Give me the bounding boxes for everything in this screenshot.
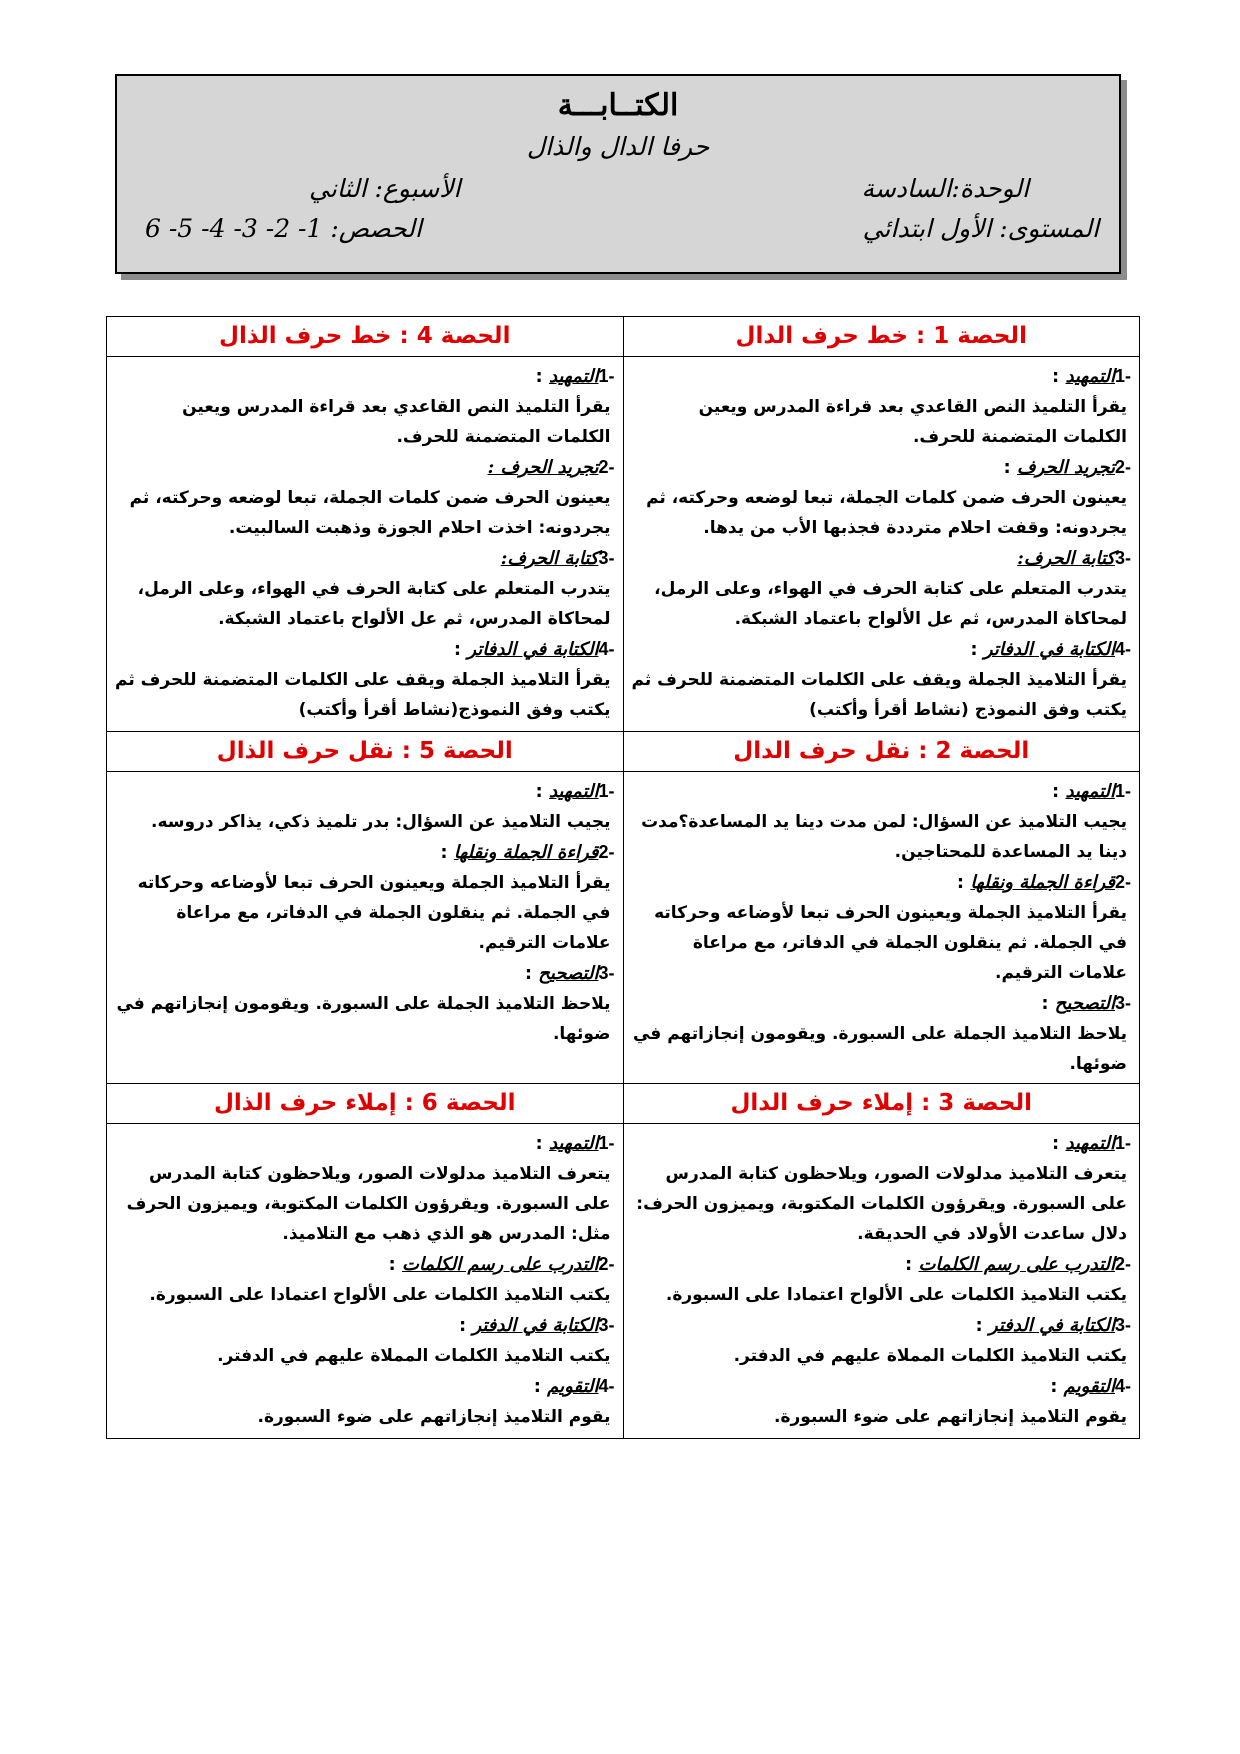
step-label: التصحيح bbox=[538, 963, 599, 984]
step-label: قراءة الجملة ونقلها bbox=[970, 872, 1115, 893]
step-text: يقرأ التلميذ النص القاعدي بعد قراءة المدرس ويعين الكلمات المتضمنة للحرف. bbox=[182, 397, 611, 447]
step-text: يعينون الحرف ضمن كلمات الجملة، تبعا لوضعه وحركته، ثم يجردونه: وقفت احلام مترددة فجذبها الأب من يدها. bbox=[646, 488, 1127, 538]
step-label: الكتابة في الدفتر bbox=[472, 1315, 599, 1336]
step-label: الكتابة في الدفتر bbox=[988, 1315, 1115, 1336]
session-2-body bbox=[623, 772, 1140, 1084]
lesson-step bbox=[115, 543, 615, 634]
step-number: -3 bbox=[598, 963, 615, 983]
step-text: يكتب التلاميذ الكلمات المملاة عليهم في الدفتر. bbox=[733, 1346, 1127, 1366]
step-number: -3 bbox=[598, 548, 615, 568]
step-colon: : bbox=[535, 781, 549, 802]
step-title bbox=[115, 543, 615, 574]
step-label: التمهيد bbox=[1065, 781, 1115, 802]
step-title bbox=[632, 988, 1132, 1019]
step-number: -4 bbox=[1114, 639, 1131, 659]
step-number: -1 bbox=[598, 1133, 615, 1153]
step-title bbox=[115, 1371, 615, 1402]
sessions-label bbox=[145, 214, 422, 243]
step-number: -3 bbox=[1114, 1315, 1131, 1335]
step-number: -2 bbox=[1114, 1254, 1131, 1274]
session-3-title: الحصة 3 : إملاء حرف الدال bbox=[623, 1084, 1140, 1124]
step-title bbox=[632, 634, 1132, 665]
session-6-body bbox=[107, 1124, 624, 1439]
session-4-title: الحصة 4 : خط حرف الذال bbox=[107, 317, 624, 357]
session-1-body bbox=[623, 357, 1140, 732]
step-colon: : bbox=[453, 639, 468, 660]
step-colon: : bbox=[1052, 781, 1066, 802]
step-title bbox=[632, 1371, 1132, 1402]
lesson-step bbox=[115, 1310, 615, 1371]
session-6-title: الحصة 6 : إملاء حرف الذال bbox=[107, 1084, 624, 1124]
lesson-step bbox=[115, 837, 615, 958]
lesson-step bbox=[632, 1249, 1132, 1310]
step-text: يقرأ التلاميذ الجملة ويعينون الحرف تبعا لأوضاعه وحركاته في الجملة. ثم ينقلون الجملة في الدفاتر، مع مراعاة علامات الترقيم. bbox=[137, 873, 611, 953]
session-5-body bbox=[107, 772, 624, 1084]
step-label: التصحيح bbox=[1054, 993, 1115, 1014]
step-number: -3 bbox=[1114, 548, 1131, 568]
step-colon: : bbox=[535, 366, 549, 387]
step-label: التمهيد bbox=[548, 1133, 599, 1154]
step-number: -2 bbox=[1114, 457, 1131, 477]
week-label: الأسبوع: الثاني bbox=[309, 174, 461, 203]
step-number: -4 bbox=[598, 1376, 615, 1396]
step-label: قراءة الجملة ونقلها bbox=[453, 842, 599, 863]
step-title bbox=[115, 452, 615, 483]
step-number: -3 bbox=[598, 1315, 615, 1335]
step-title bbox=[115, 1249, 615, 1280]
step-text: يقرأ التلاميذ الجملة ويعينون الحرف تبعا لأوضاعه وحركاته في الجملة. ثم ينقلون الجملة في الدفاتر، مع مراعاة علامات الترقيم. bbox=[654, 903, 1127, 983]
lesson-step bbox=[632, 1128, 1132, 1249]
step-text: يجيب التلاميذ عن السؤال: بدر تلميذ ذكي، يذاكر دروسه. bbox=[150, 812, 611, 832]
step-number: -4 bbox=[1114, 1376, 1131, 1396]
step-colon: : bbox=[956, 872, 971, 893]
step-title bbox=[115, 1128, 615, 1159]
step-title bbox=[632, 776, 1132, 807]
sessions-label-text: الحصص: bbox=[330, 214, 422, 243]
step-number: -1 bbox=[1114, 781, 1131, 801]
step-label: التمهيد bbox=[1065, 1133, 1115, 1154]
session-1-title: الحصة 1 : خط حرف الدال bbox=[623, 317, 1140, 357]
step-text: يقرأ التلاميذ الجملة ويقف على الكلمات المتضمنة للحرف ثم يكتب وفق النموذج (نشاط أقرأ وأكتب) bbox=[631, 670, 1127, 720]
step-title bbox=[115, 634, 615, 665]
step-label: الكتابة في الدفاتر bbox=[467, 639, 599, 660]
step-colon: : bbox=[524, 963, 539, 984]
session-5-title: الحصة 5 : نقل حرف الذال bbox=[107, 732, 624, 772]
step-colon: : bbox=[1003, 457, 1017, 478]
step-label: التدرب على رسم الكلمات bbox=[918, 1254, 1115, 1275]
step-title bbox=[632, 1128, 1132, 1159]
session-3-body bbox=[623, 1124, 1140, 1439]
step-number: -1 bbox=[1114, 366, 1131, 386]
step-colon: : bbox=[440, 842, 454, 863]
step-title bbox=[632, 1310, 1132, 1341]
step-colon: : bbox=[1050, 1376, 1064, 1397]
lesson-step bbox=[115, 452, 615, 543]
level-label: المستوى: الأول ابتدائي bbox=[862, 214, 1099, 243]
lesson-step bbox=[115, 958, 615, 1049]
step-title bbox=[115, 958, 615, 989]
step-colon: : bbox=[458, 1315, 473, 1336]
step-text: يتدرب المتعلم على كتابة الحرف في الهواء، وعلى الرمل، لمحاكاة المدرس، ثم عل الألواح باعتماد الشبكة. bbox=[654, 579, 1127, 629]
step-text: يقرأ التلميذ النص القاعدي بعد قراءة المدرس ويعين الكلمات المتضمنة للحرف. bbox=[698, 397, 1127, 447]
lesson-step bbox=[632, 988, 1132, 1079]
step-colon: : bbox=[970, 639, 984, 660]
step-text: يتدرب المتعلم على كتابة الحرف في الهواء، وعلى الرمل، لمحاكاة المدرس، ثم عل الألواح باعتماد الشبكة. bbox=[137, 579, 611, 629]
lesson-step bbox=[632, 452, 1132, 543]
step-text: يلاحظ التلاميذ الجملة على السبورة. ويقومون إنجازاتهم في ضوئها. bbox=[632, 1024, 1127, 1074]
step-title bbox=[632, 361, 1132, 392]
lesson-step bbox=[632, 1371, 1132, 1432]
step-label: التمهيد bbox=[548, 366, 599, 387]
step-label: كتابة الحرف: bbox=[1017, 548, 1115, 569]
step-label: التدرب على رسم الكلمات bbox=[402, 1254, 599, 1275]
step-colon: : bbox=[1052, 1133, 1066, 1154]
session-2-title: الحصة 2 : نقل حرف الدال bbox=[623, 732, 1140, 772]
step-colon: : bbox=[1052, 366, 1066, 387]
step-number: -3 bbox=[1114, 993, 1131, 1013]
step-title bbox=[632, 867, 1132, 898]
lesson-step bbox=[115, 1128, 615, 1249]
step-label: تجريد الحرف : bbox=[487, 457, 599, 478]
step-colon: : bbox=[535, 1133, 549, 1154]
step-text: يعينون الحرف ضمن كلمات الجملة، تبعا لوضعه وحركته، ثم يجردونه: اخذت احلام الجوزة وذهبت السالبيت. bbox=[129, 488, 611, 538]
step-title bbox=[115, 837, 615, 868]
step-title bbox=[115, 361, 615, 392]
step-text: يكتب التلاميذ الكلمات على الألواح اعتمادا على السبورة. bbox=[149, 1285, 611, 1305]
step-text: يتعرف التلاميذ مدلولات الصور، ويلاحظون كتابة المدرس على السبورة. ويقرؤون الكلمات المكتوبة، ويميزون الحرف مثل: المدرس هو الذي ذهب مع التلاميذ. bbox=[126, 1164, 611, 1244]
step-title bbox=[115, 776, 615, 807]
step-colon: : bbox=[533, 1376, 548, 1397]
lesson-step bbox=[632, 776, 1132, 867]
page-subtitle: حرفا الدال والذال bbox=[526, 132, 710, 161]
lesson-step bbox=[115, 1249, 615, 1310]
step-label: التقويم bbox=[547, 1376, 599, 1397]
step-colon: : bbox=[975, 1315, 989, 1336]
step-label: تجريد الحرف bbox=[1017, 457, 1115, 478]
step-text: يلاحظ التلاميذ الجملة على السبورة. ويقومون إنجازاتهم في ضوئها. bbox=[116, 994, 611, 1044]
sessions-numbers: 6 -5 -4 -3 -2 -1 bbox=[145, 214, 323, 243]
step-label: التقويم bbox=[1063, 1376, 1115, 1397]
step-colon: : bbox=[905, 1254, 919, 1275]
lesson-step bbox=[632, 867, 1132, 988]
step-label: الكتابة في الدفاتر bbox=[983, 639, 1115, 660]
lesson-step bbox=[632, 543, 1132, 634]
header-box bbox=[115, 74, 1121, 274]
step-title bbox=[632, 543, 1132, 574]
step-title bbox=[632, 452, 1132, 483]
lessons-table bbox=[106, 316, 1140, 1439]
step-number: -4 bbox=[598, 639, 615, 659]
step-number: -2 bbox=[598, 842, 615, 862]
step-number: -1 bbox=[1114, 1133, 1131, 1153]
step-text: يكتب التلاميذ الكلمات على الألواح اعتمادا على السبورة. bbox=[665, 1285, 1127, 1305]
lesson-step bbox=[115, 634, 615, 725]
lesson-step bbox=[115, 776, 615, 837]
step-text: يقوم التلاميذ إنجازاتهم على ضوء السبورة. bbox=[257, 1407, 611, 1427]
step-text: يكتب التلاميذ الكلمات المملاة عليهم في الدفتر. bbox=[217, 1346, 611, 1366]
step-text: يجيب التلاميذ عن السؤال: لمن مدت دينا يد المساعدة؟مدت دينا يد المساعدة للمحتاجين. bbox=[641, 812, 1127, 862]
unit-label: الوحدة:السادسة bbox=[861, 174, 1029, 203]
step-title bbox=[115, 1310, 615, 1341]
step-colon: : bbox=[1041, 993, 1055, 1014]
step-text: يقوم التلاميذ إنجازاتهم على ضوء السبورة. bbox=[774, 1407, 1127, 1427]
lesson-step bbox=[632, 634, 1132, 725]
lesson-step bbox=[115, 1371, 615, 1432]
step-colon: : bbox=[388, 1254, 402, 1275]
step-text: يقرأ التلاميذ الجملة ويقف على الكلمات المتضمنة للحرف ثم يكتب وفق النموذج(نشاط أقرأ وأكتب) bbox=[115, 670, 611, 720]
step-number: -2 bbox=[1114, 872, 1131, 892]
lesson-step bbox=[632, 1310, 1132, 1371]
page-title: الكتــابـــة bbox=[557, 88, 679, 123]
step-text: يتعرف التلاميذ مدلولات الصور، ويلاحظون كتابة المدرس على السبورة. ويقرؤون الكلمات المكتوبة، ويميزون الحرف: دلال ساعدت الأولاد في الحديقة. bbox=[636, 1164, 1127, 1244]
step-number: -2 bbox=[598, 1254, 615, 1274]
step-number: -2 bbox=[598, 457, 615, 477]
step-label: التمهيد bbox=[548, 781, 599, 802]
step-label: التمهيد bbox=[1065, 366, 1115, 387]
step-number: -1 bbox=[598, 781, 615, 801]
step-title bbox=[632, 1249, 1132, 1280]
lesson-step bbox=[115, 361, 615, 452]
step-number: -1 bbox=[598, 366, 615, 386]
lesson-step bbox=[632, 361, 1132, 452]
session-4-body bbox=[107, 357, 624, 732]
step-label: كتابة الحرف: bbox=[500, 548, 599, 569]
